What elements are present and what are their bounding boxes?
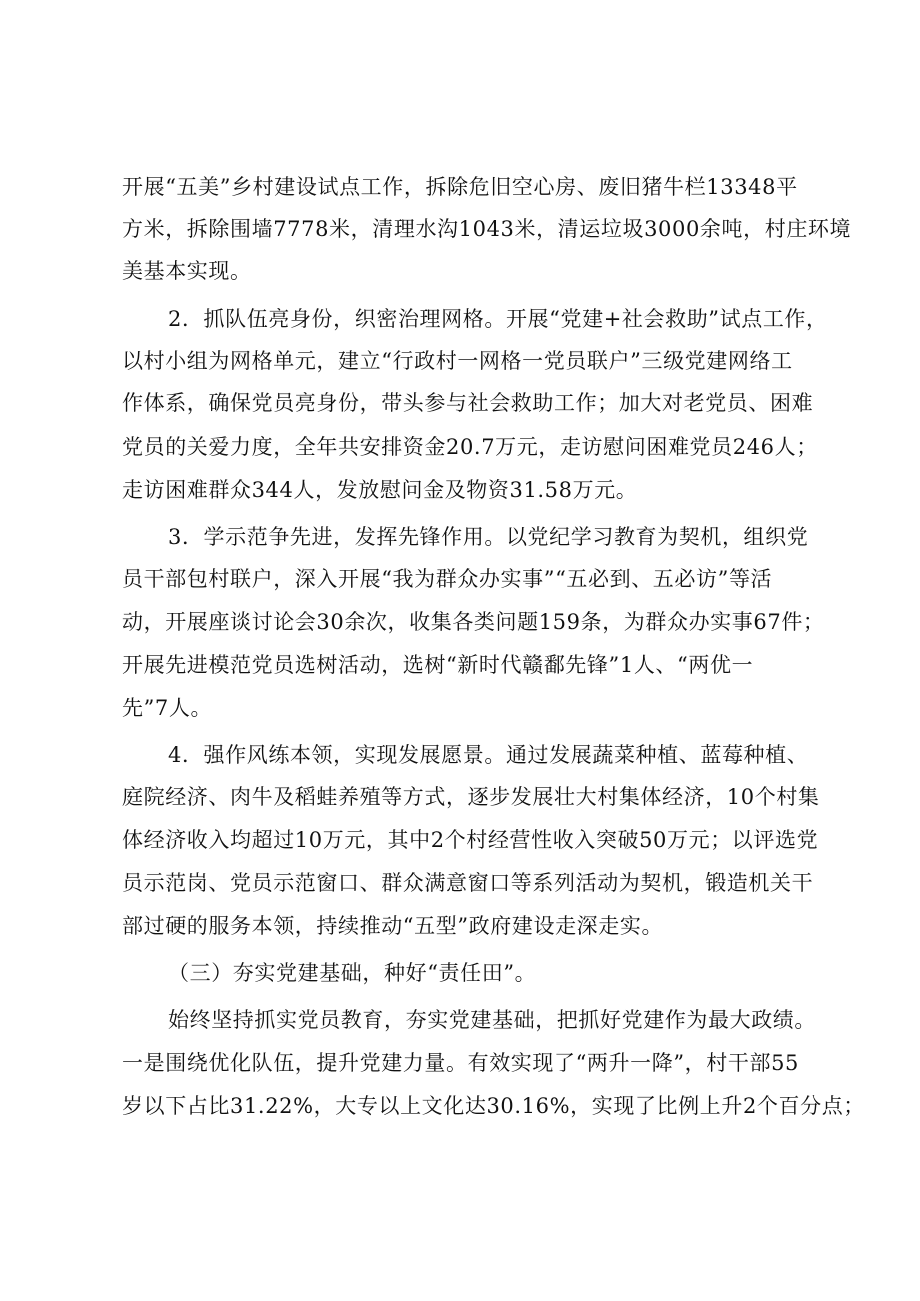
text-line: 3．学示范争先进，发挥先锋作用。以党纪学习教育为契机，组织党 (168, 525, 809, 549)
text-line: 作体系，确保党员亮身份，带头参与社会救助工作；加大对老党员、困难 (122, 391, 814, 415)
text-line: 开展先进模范党员选树活动，选树“新时代赣鄱先锋”1人、“两优一 (122, 653, 754, 677)
text-line: 党员的关爱力度，全年共安排资金20.7万元，走访慰问困难党员246人； (122, 435, 818, 459)
text-line: 部过硬的服务本领，持续推动“五型”政府建设走深走实。 (122, 914, 664, 938)
text-line: 美基本实现。 (122, 259, 252, 283)
text-line: 以村小组为网格单元，建立“行政村一网格一党员联户”三级党建网络工 (122, 349, 793, 373)
text-line: 走访困难群众344人，发放慰问金及物资31.58万元。 (122, 478, 638, 502)
text-line: 庭院经济、肉牛及稻蛙养殖等方式，逐步发展壮大村集体经济，10个村集 (122, 785, 820, 809)
section-heading: （三）夯实党建基础，种好“责任田”。 (168, 961, 537, 985)
text-line: 方米，拆除围墙7778米，清理水沟1043米，清运垃圾3000余吨，村庄环境 (122, 217, 852, 241)
text-line: 开展“五美”乡村建设试点工作，拆除危旧空心房、废旧猪牛栏13348平 (122, 175, 798, 199)
text-line: 动，开展座谈讨论会30余次，收集各类问题159条，为群众办实事67件； (122, 610, 825, 634)
text-line: 一是围绕优化队伍，提升党建力量。有效实现了“两升一降”，村干部55 (122, 1051, 799, 1075)
text-line: 2．抓队伍亮身份，织密治理网格。开展“党建+社会救助”试点工作， (168, 307, 828, 331)
text-line: 员干部包村联户，深入开展“我为群众办实事”“五必到、五必访”等活 (122, 567, 773, 591)
text-line: 4．强作风练本领，实现发展愿景。通过发展蔬菜种植、蓝莓种植、 (168, 743, 809, 767)
text-line: 体经济收入均超过10万元，其中2个村经营性收入突破50万元；以评选党 (122, 828, 819, 852)
text-line: 员示范岗、党员示范窗口、群众满意窗口等系列活动为契机，锻造机关干 (122, 871, 814, 895)
text-line: 始终坚持抓实党员教育，夯实党建基础，把抓好党建作为最大政绩。 (168, 1008, 816, 1032)
text-line: 岁以下占比31.22%，大专以上文化达30.16%，实现了比例上升2个百分点； (122, 1094, 865, 1118)
text-line: 先”7人。 (122, 696, 213, 720)
